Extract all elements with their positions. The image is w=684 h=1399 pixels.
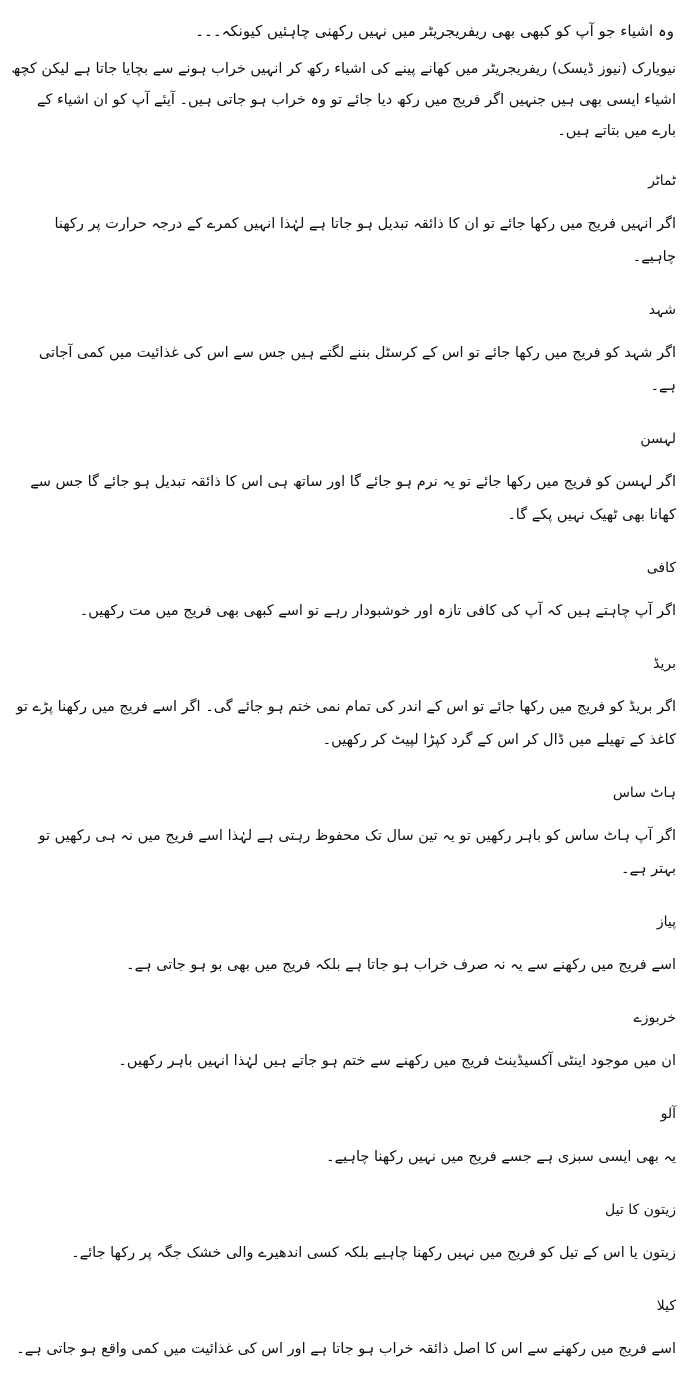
section-body: اسے فریج میں رکھنے سے یہ نہ صرف خراب ہو جاتا ہے بلکہ فریج میں بھی بو ہو جاتی ہے۔ (126, 957, 676, 973)
section-bread (10, 650, 676, 757)
section-body: اگر لہسن کو فریج میں رکھا جائے تو یہ نرم ہو جائے گا اور ساتھ ہی اس کا ذائقہ تبدیل ہو جائے گا جس سے کھانا بھی ٹھیک نہیں پکے گا۔ (30, 474, 676, 523)
section-hot-sauce (10, 779, 676, 886)
section-onion (10, 908, 676, 982)
section-body: اگر بریڈ کو فریج میں رکھا جائے تو اس کے اندر کی تمام نمی ختم ہو جائے گی۔ اگر اسے فریج میں رکھنا پڑے تو کاغذ کے تھیلے میں ڈال کر اس کے گرد کپڑا لپیٹ کر رکھیں۔ (16, 699, 676, 748)
section-heading: خربوزے (633, 1010, 676, 1026)
section-heading: پیاز (656, 914, 676, 930)
section-honey (10, 296, 676, 403)
section-garlic (10, 425, 676, 532)
article-intro: نیویارک (نیوز ڈیسک) ریفریجریٹر میں کھانے پینے کی اشیاء رکھ کر انہیں خراب ہونے سے بچایا جاتا ہے لیکن کچھ اشیاء ایسی بھی ہیں جنہیں اگر فریج میں رکھ دیا جائے تو وہ خراب ہو جاتی ہیں۔ آیئے آپ کو ان اشیاء کے بارے میں بتاتے ہیں۔ (11, 61, 676, 139)
section-body: اگر شہد کو فریج میں رکھا جائے تو اس کے کرسٹل بننے لگتے ہیں جس سے اس کی غذائیت میں کمی آجاتی ہے۔ (38, 345, 676, 394)
section-body: یہ بھی ایسی سبزی ہے جسے فریج میں نہیں رکھنا چاہیے۔ (326, 1149, 676, 1165)
section-heading: بریڈ (653, 656, 676, 672)
section-melons (10, 1004, 676, 1078)
section-body: اگر آپ ہاٹ ساس کو باہر رکھیں تو یہ تین سال تک محفوظ رہتی ہے لہٰذا اسے فریج میں نہ ہی رکھیں تو بہتر ہے۔ (38, 828, 676, 877)
section-coffee (10, 554, 676, 628)
section-heading: کیلا (656, 1298, 676, 1314)
section-heading: ہاٹ ساس (612, 785, 676, 801)
section-olive-oil (10, 1196, 676, 1270)
section-body: ان میں موجود اینٹی آکسیڈینٹ فریج میں رکھنے سے ختم ہو جاتے ہیں لہٰذا انہیں باہر رکھیں۔ (118, 1053, 676, 1069)
section-heading: کافی (646, 560, 676, 576)
section-heading: لہسن (640, 431, 676, 447)
section-heading: آلو (660, 1106, 676, 1122)
section-body: اگر انہیں فریج میں رکھا جائے تو ان کا ذائقہ تبدیل ہو جاتا ہے لہٰذا انہیں کمرے کے درجہ حرارت پر رکھنا چاہیے۔ (54, 216, 676, 265)
section-potato (10, 1100, 676, 1174)
section-heading: ٹماٹر (648, 173, 676, 189)
section-heading: زیتون کا تیل (605, 1202, 676, 1218)
section-body: اسے فریج میں رکھنے سے اس کا اصل ذائقہ خراب ہو جاتا ہے اور اس کی غذائیت میں کمی واقع ہو جاتی ہے۔ (16, 1341, 676, 1357)
section-tomato (10, 167, 676, 274)
article-title: وہ اشیاء جو آپ کو کبھی بھی ریفریجریٹر میں نہیں رکھنی چاہئیں کیونکہ۔۔۔ (195, 22, 674, 40)
section-heading: شہد (648, 302, 676, 318)
section-banana (10, 1292, 676, 1366)
section-body: اگر آپ چاہتے ہیں کہ آپ کی کافی تازہ اور خوشبودار رہے تو اسے کبھی بھی فریج میں مت رکھیں۔ (79, 603, 676, 619)
section-body: زیتون یا اس کے تیل کو فریج میں نہیں رکھنا چاہیے بلکہ کسی اندھیرے والی خشک جگہ پر رکھا جائے۔ (71, 1245, 676, 1261)
